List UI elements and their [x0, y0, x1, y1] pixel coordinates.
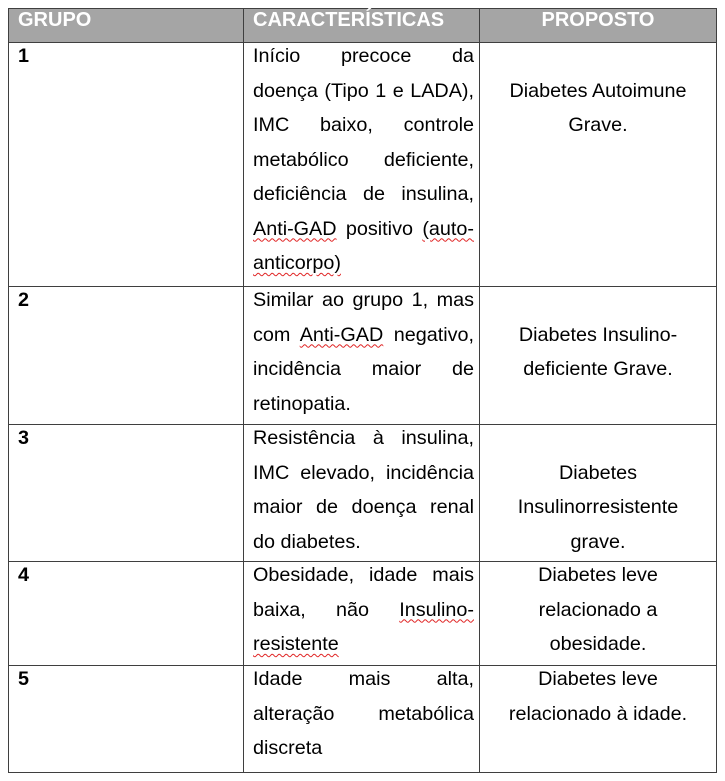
group-number: 5: [18, 668, 30, 690]
text-segment: negativo,: [393, 323, 474, 346]
proposed-cell: [480, 666, 717, 773]
group-cell: [9, 666, 244, 773]
text-line: retinopatia.: [253, 392, 351, 415]
misspelled-word: Anti-GAD: [253, 217, 337, 240]
misspelled-word: anticorpo): [253, 252, 341, 274]
proposed-cell: [480, 562, 717, 666]
text-line: Similar ao grupo 1, mas: [253, 289, 474, 311]
text-line: IMC elevado, incidência: [253, 461, 474, 484]
group-number: 3: [18, 427, 30, 449]
text-line: Início precoce da: [253, 45, 474, 67]
text-line: [253, 212, 474, 247]
characteristics-cell: [244, 666, 480, 773]
text-line: do diabetes.: [253, 530, 361, 553]
text-line: doença (Tipo 1 e LADA),: [253, 79, 474, 102]
table-row: [9, 425, 717, 562]
text-line: obesidade.: [549, 633, 647, 655]
header-row: [9, 9, 717, 43]
text-line: Diabetes leve: [538, 668, 658, 690]
text-line: Diabetes Insulino-: [518, 323, 678, 346]
misspelled-word: (auto-: [422, 217, 474, 240]
group-number: 4: [18, 564, 30, 586]
group-cell: [9, 43, 244, 287]
text-line: alteração metabólica: [253, 702, 474, 725]
misspelled-word: Anti-GAD: [299, 323, 384, 346]
group-cell: [9, 562, 244, 666]
proposed-cell: [480, 287, 717, 425]
group-number: 1: [18, 45, 30, 67]
text-line: [253, 246, 474, 281]
text-segment: positivo: [345, 217, 413, 240]
proposed-cell: [480, 43, 717, 287]
text-line: Insulinorresistente: [517, 496, 679, 518]
table-row: [9, 287, 717, 425]
diabetes-groups-table: [8, 8, 717, 773]
table-row: [9, 666, 717, 773]
table-row: [9, 562, 717, 666]
text-line: Obesidade, idade mais: [253, 564, 474, 586]
text-line: discreta: [253, 737, 323, 759]
text-line: Grave.: [568, 114, 628, 136]
text-segment: com: [253, 323, 291, 346]
text-line: deficiente Grave.: [523, 358, 673, 380]
characteristics-cell: [244, 43, 480, 287]
misspelled-word: resistente: [253, 633, 339, 655]
characteristics-cell: [244, 562, 480, 666]
header-group: GRUPO: [9, 9, 244, 43]
group-number: 2: [18, 289, 30, 311]
table-row: [9, 43, 717, 287]
text-line: Resistência à insulina,: [253, 427, 474, 449]
text-line: deficiência de insulina,: [253, 183, 474, 205]
text-line: [253, 318, 474, 353]
text-line: grave.: [570, 530, 626, 553]
text-segment: não: [336, 598, 370, 621]
proposed-cell: [480, 425, 717, 562]
header-proposed: PROPOSTO: [480, 9, 717, 43]
text-line: incidência maior de: [253, 358, 474, 380]
text-line: Diabetes Autoimune: [509, 79, 687, 102]
characteristics-cell: [244, 287, 480, 425]
text-line: Diabetes leve: [538, 564, 658, 586]
group-cell: [9, 425, 244, 562]
characteristics-cell: [244, 425, 480, 562]
group-cell: [9, 287, 244, 425]
text-line: [253, 593, 474, 628]
text-segment: baixa,: [253, 598, 306, 621]
text-line: relacionado a: [538, 598, 658, 621]
text-line: IMC baixo, controle: [253, 114, 474, 136]
text-line: maior de doença renal: [253, 496, 474, 518]
text-line: Diabetes: [558, 461, 638, 484]
misspelled-word: Insulino-: [399, 598, 474, 621]
header-characteristics: CARACTERÍSTICAS: [244, 9, 480, 43]
text-line: [253, 627, 474, 662]
text-line: relacionado à idade.: [508, 702, 688, 725]
text-line: metabólico deficiente,: [253, 148, 474, 171]
text-line: Idade mais alta,: [253, 668, 474, 690]
